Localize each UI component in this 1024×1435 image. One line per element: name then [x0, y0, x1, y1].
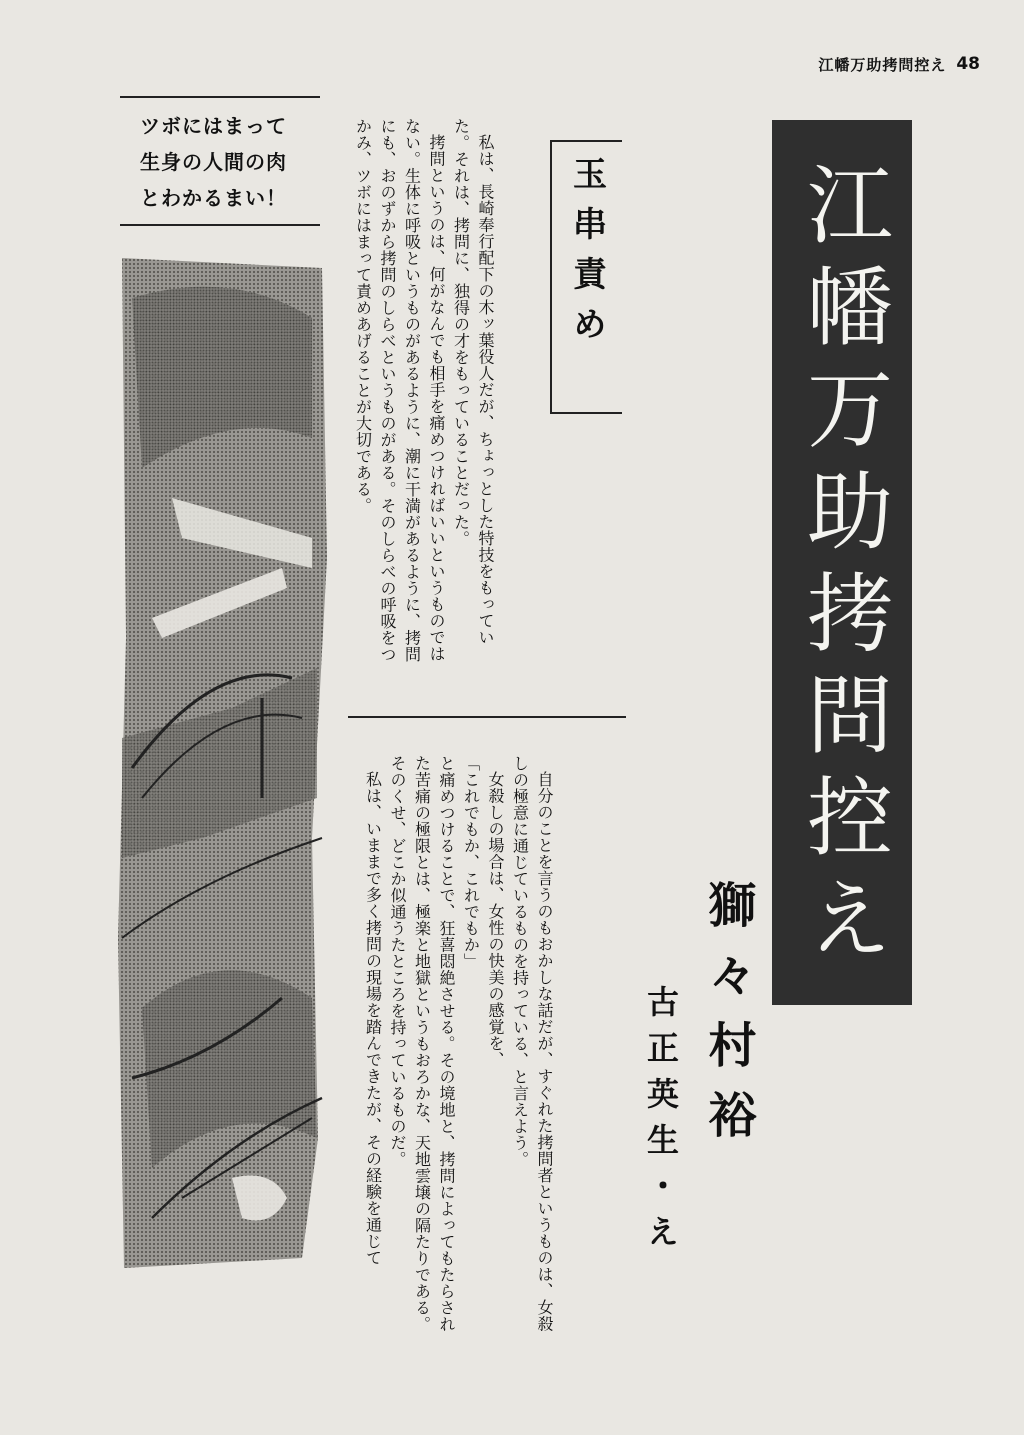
- pull-quote-line: とわかるまい！: [140, 186, 287, 210]
- pull-quote-rule-top: [120, 96, 320, 98]
- author-name: 獅々村裕: [700, 880, 756, 1160]
- page-number: 48: [956, 54, 980, 74]
- illustrator-credit: 古正英生・え: [642, 985, 680, 1261]
- paragraph: 自分のことを言うのもおかしな話だが、すぐれた拷問者というものは、女殺しの極意に通じているものを持っている、と言えよう。: [510, 755, 554, 1332]
- illustrator-block: [638, 985, 684, 1315]
- title-block: [772, 120, 912, 1005]
- body-text-lower: [360, 755, 556, 1335]
- body-text-upper: [350, 118, 497, 678]
- paragraph: と痛めつけることで、狂喜悶絶させる。その境地と、拷問によってもたらされた苦痛の極限とは、極楽と地獄というもおろかな、天地雲壌の隔たりである。そのくせ、どこか似通うたところを持っているものだ。: [388, 755, 456, 1333]
- paragraph: 私は、長崎奉行配下の木ッ葉役人だが、ちょっとした特技をもっていた。それは、拷問に、独得の才をもっていることだった。: [451, 118, 495, 646]
- section-heading-box: [550, 140, 622, 414]
- quoted-line: 「これでもか、これでもか」: [461, 755, 481, 970]
- column-divider: [348, 716, 626, 718]
- author-block: [694, 880, 763, 1300]
- section-heading: 玉串責め: [566, 156, 607, 356]
- paragraph: 拷問というのは、何がなんでも相手を痛めつければいいというものではない。生体に呼吸というものがあるように、潮に干満があるように、拷問にも、おのずから拷問のしらべというものがある。そのしらべの呼吸をつかみ、ツボにはまって責めあげることが大切である。: [353, 118, 446, 663]
- running-title: 江幡万助拷問控え: [818, 55, 947, 74]
- pull-quote-line: ツボにはまって: [140, 114, 287, 138]
- pull-quote-rule-bottom: [120, 224, 320, 226]
- pull-quote: [120, 96, 320, 226]
- illustration: [112, 238, 334, 1268]
- pull-quote-line: 生身の人間の肉: [140, 150, 287, 174]
- article-title: 江幡万助拷問控え: [792, 160, 892, 976]
- paragraph: 私は、いままで多く拷問の現場を踏んできたが、その経験を通じて: [363, 771, 383, 1266]
- running-header: [760, 50, 980, 78]
- paragraph: 女殺しの場合は、女性の快美の感覚を、: [486, 771, 505, 1068]
